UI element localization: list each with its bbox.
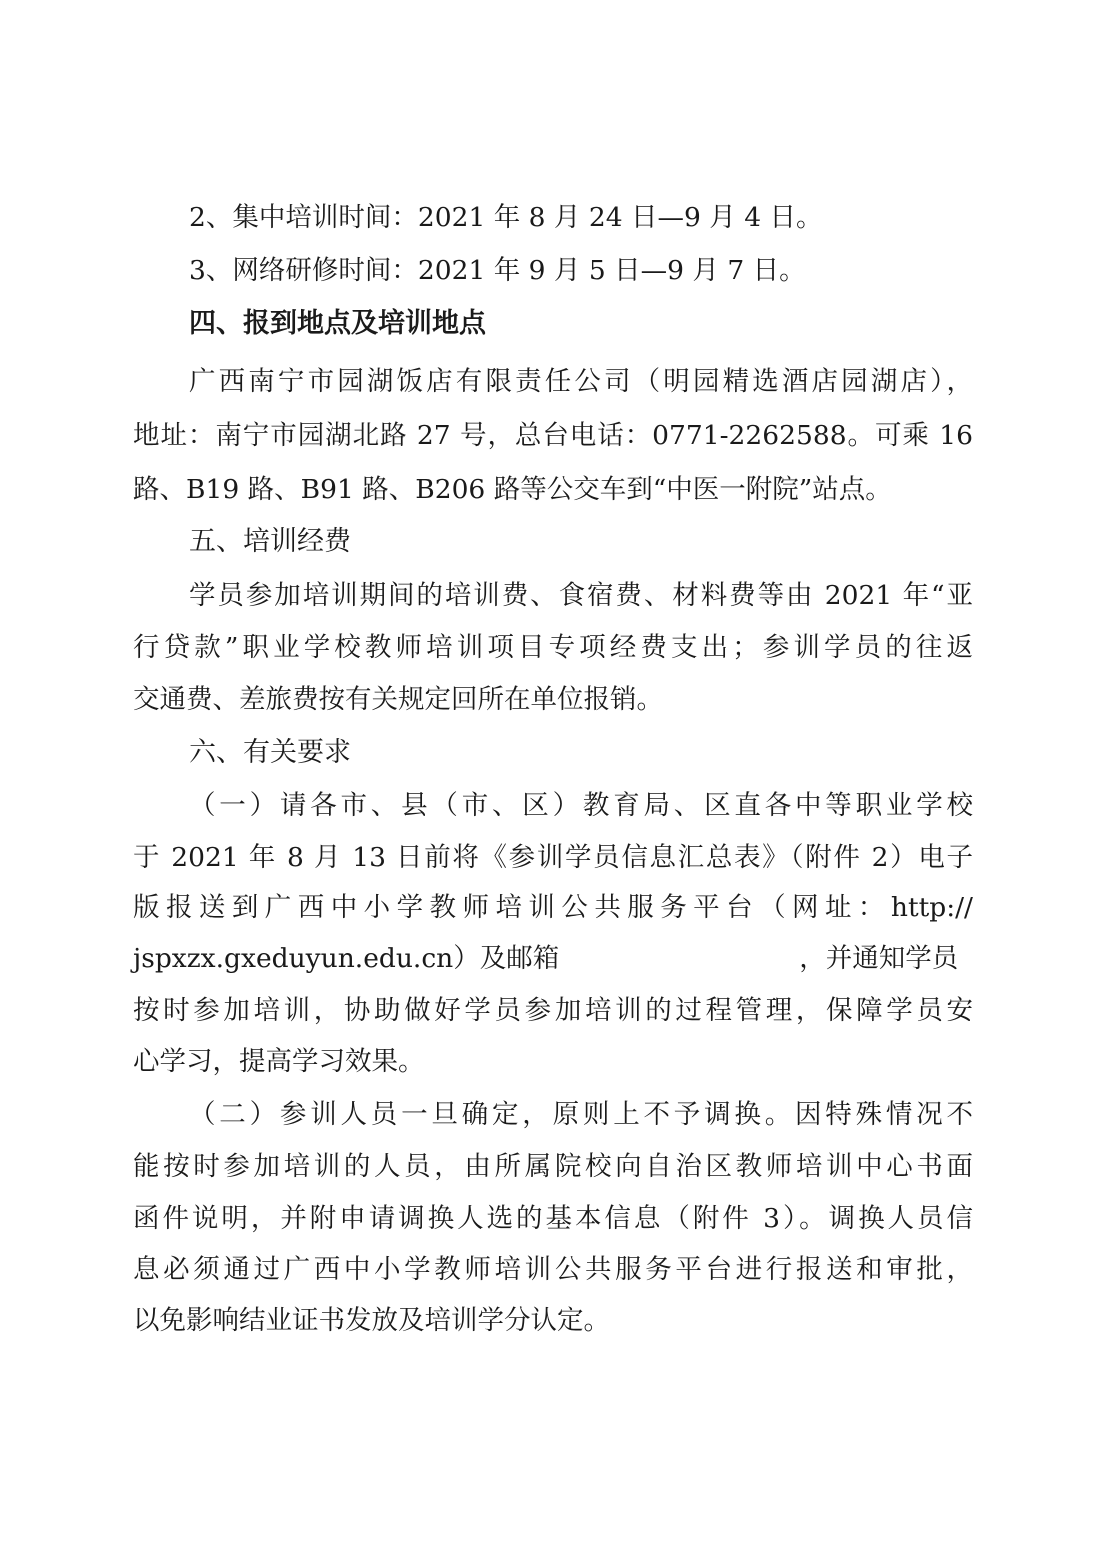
text-line-req1-3: 版报送到广西中小学教师培训公共服务平台（网址：http://	[133, 892, 973, 923]
text-line-req2-1: （二）参训人员一旦确定，原则上不予调换。因特殊情况不	[189, 1099, 973, 1130]
text-line-req2-2: 能按时参加培训的人员，由所属院校向自治区教师培训中心书面	[133, 1151, 973, 1182]
text-line-location-1: 广西南宁市园湖饭店有限责任公司（明园精选酒店园湖店），	[189, 366, 973, 397]
website-url-text: jspxzx.gxeduyun.edu.cn）及邮箱	[133, 943, 560, 974]
text-line-req1-1: （一）请各市、县（市、区）教育局、区直各中等职业学校	[189, 790, 973, 821]
text-line-req2-4: 息必须通过广西中小学教师培训公共服务平台进行报送和审批，	[133, 1254, 973, 1285]
text-line-schedule-online: 3、网络研修时间：2021 年 9 月 5 日—9 月 7 日。	[189, 255, 806, 286]
text-line-req1-2: 于 2021 年 8 月 13 日前将《参训学员信息汇总表》（附件 2）电子	[133, 842, 973, 873]
redacted-email	[559, 947, 799, 973]
section-heading-funding: 五、培训经费	[189, 526, 351, 557]
text-line-req1-4	[133, 939, 973, 979]
text-line-req1-6: 心学习，提高学习效果。	[133, 1046, 425, 1077]
text-line-req2-3: 函件说明，并附申请调换人选的基本信息（附件 3）。调换人员信	[133, 1203, 973, 1234]
section-heading-requirements: 六、有关要求	[189, 737, 351, 768]
text-line-req2-5: 以免影响结业证书发放及培训学分认定。	[133, 1305, 610, 1336]
section-heading-location: 四、报到地点及培训地点	[189, 308, 486, 339]
text-line-location-2: 地址：南宁市园湖北路 27 号，总台电话：0771-2262588。可乘 16	[133, 420, 973, 451]
text-line-funding-2: 行贷款”职业学校教师培训项目专项经费支出；参训学员的往返	[133, 632, 973, 663]
text-notify-trainees: ，并通知学员	[799, 943, 959, 974]
text-line-funding-1: 学员参加培训期间的培训费、食宿费、材料费等由 2021 年“亚	[189, 580, 973, 611]
text-line-location-3: 路、B19 路、B91 路、B206 路等公交车到“中医一附院”站点。	[133, 474, 892, 505]
text-line-funding-3: 交通费、差旅费按有关规定回所在单位报销。	[133, 684, 663, 715]
text-line-req1-5: 按时参加培训，协助做好学员参加培训的过程管理，保障学员安	[133, 995, 973, 1026]
text-line-schedule-training: 2、集中培训时间：2021 年 8 月 24 日—9 月 4 日。	[189, 202, 823, 233]
